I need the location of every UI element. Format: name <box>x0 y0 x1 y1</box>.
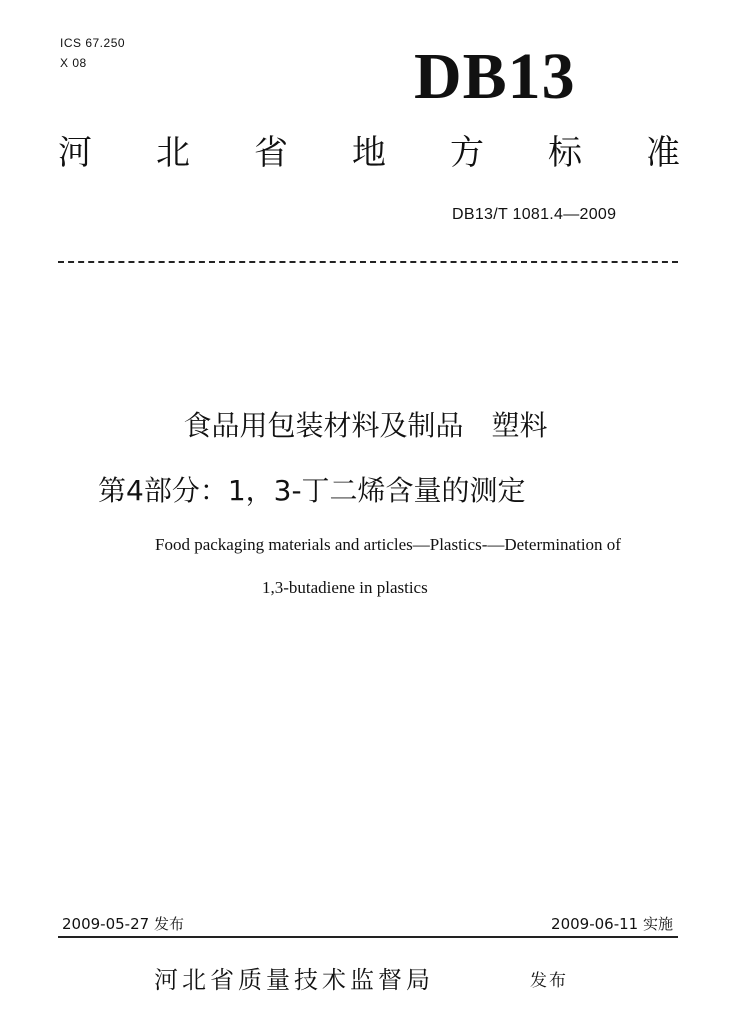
standard-type-char: 准 <box>646 133 680 173</box>
classification-code: X 08 <box>60 56 87 70</box>
standard-type-char: 河 <box>58 133 92 173</box>
footer-divider <box>58 936 678 938</box>
issue-date: 2009-05-27 发布 <box>62 915 184 933</box>
standard-type-char: 北 <box>156 133 190 173</box>
db-mark: DB13 <box>414 40 576 113</box>
title-en-line2: 1,3-butadiene in plastics <box>262 578 428 597</box>
implementation-date: 2009-06-11 实施 <box>551 915 673 933</box>
title-en-line1: Food packaging materials and articles—Plastics-—Determination of <box>155 535 621 554</box>
standard-type-char: 标 <box>548 133 582 173</box>
standard-type-title <box>58 133 680 173</box>
title-cn-line1: 食品用包装材料及制品 塑料 <box>183 409 548 442</box>
standard-number: DB13/T 1081.4—2009 <box>452 206 617 223</box>
standard-type-char: 省 <box>254 133 288 173</box>
standard-type-char: 地 <box>352 133 386 173</box>
title-cn-line2: 第4部分：1，3-丁二烯含量的测定 <box>98 474 526 507</box>
standard-type-char: 方 <box>450 133 484 173</box>
issuer: 河北省质量技术监督局 <box>154 966 434 994</box>
ics-code: ICS 67.250 <box>60 36 126 50</box>
header-divider <box>58 261 678 263</box>
issuer-action: 发布 <box>530 971 568 991</box>
